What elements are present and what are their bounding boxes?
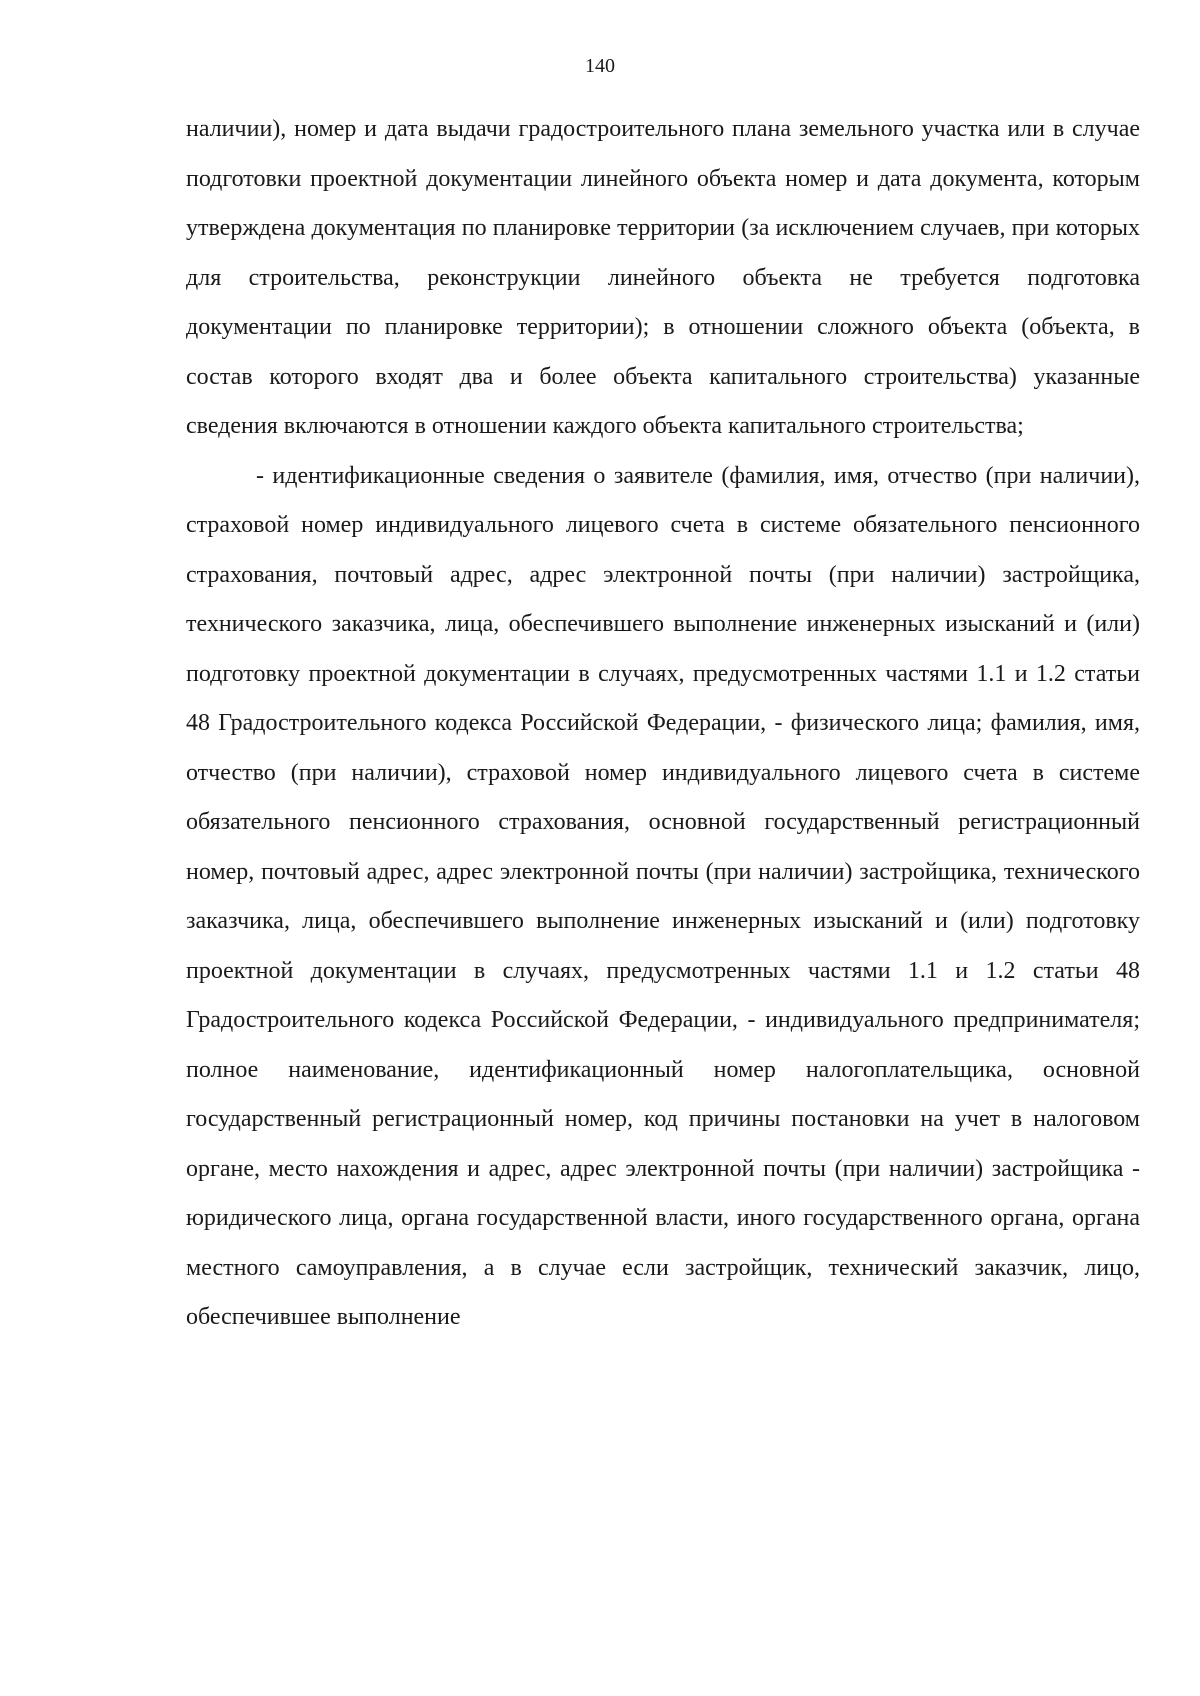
document-body	[186, 105, 1140, 1343]
paragraph-applicant-info: - идентификационные сведения о заявителе (фамилия, имя, отчество (при наличии), страховой номер индивидуального лицевого счета в системе обязательного пенсионного страхования, почтовый адрес, адрес электронной почты (при наличии) застройщика, технического заказчика, лица, обеспечившего выполнение инженерных изысканий и (или) подготовку проектной документации в случаях, предусмотренных частями 1.1 и 1.2 статьи 48 Градостроительного кодекса Российской Федерации, - физического лица; фамилия, имя, отчество (при наличии), страховой номер индивидуального лицевого счета в системе обязательного пенсионного страхования, основной государственный регистрационный номер, почтовый адрес, адрес электронной почты (при наличии) застройщика, технического заказчика, лица, обеспечившего выполнение инженерных изысканий и (или) подготовку проектной документации в случаях, предусмотренных частями 1.1 и 1.2 статьи 48 Градостроительного кодекса Российской Федерации, - индивидуального предпринимателя; полное наименование, идентификационный номер налогоплательщика, основной государственный регистрационный номер, код причины постановки на учет в налоговом органе, место нахождения и адрес, адрес электронной почты (при наличии) застройщика - юридического лица, органа государственной власти, иного государственного органа, органа местного самоуправления, а в случае если застройщик, технический заказчик, лицо, обеспечившее выполнение	[186, 462, 1140, 1330]
page-number: 140	[585, 55, 615, 77]
paragraph-continuation: наличии), номер и дата выдачи градостроительного плана земельного участка или в случае подготовки проектной документации линейного объекта номер и дата документа, которым утверждена документация по планировке территории (за исключением случаев, при которых для строительства, реконструкции линейного объекта не требуется подготовка документации по планировке территории); в отношении сложного объекта (объекта, в состав которого входят два и более объекта капитального строительства) указанные сведения включаются в отношении каждого объекта капитального строительства;	[186, 116, 1140, 439]
